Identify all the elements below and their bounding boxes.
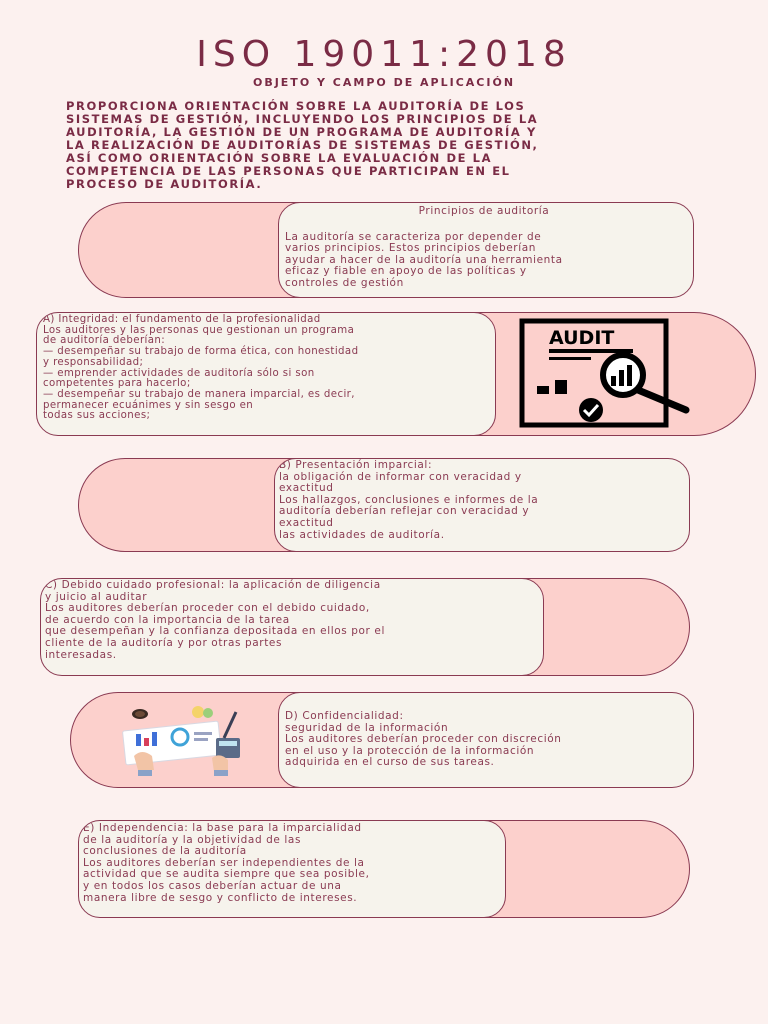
cuidado-line: de acuerdo con la importancia de la tarea bbox=[45, 613, 290, 626]
intro-line: LA REALIZACIÓN DE AUDITORÍAS DE SISTEMAS DE GESTIÓN, bbox=[66, 138, 539, 152]
presentacion-line: las actividades de auditoría. bbox=[279, 528, 445, 541]
cuidado-line: interesadas. bbox=[45, 648, 117, 661]
intro-line: ASÍ COMO ORIENTACIÓN SOBRE LA EVALUACIÓN DE LA bbox=[66, 151, 493, 165]
intro-line: SISTEMAS DE GESTIÓN, INCLUYENDO LOS PRINCIPIOS DE LA bbox=[66, 112, 539, 126]
presentacion-line: la obligación de informar con veracidad y bbox=[279, 470, 522, 483]
cuidado-line: Los auditores deberían proceder con el debido cuidado, bbox=[45, 602, 370, 615]
integridad-line: Los auditores y las personas que gestionan un programa bbox=[43, 324, 355, 336]
independencia-line: de la auditoría y la objetividad de las bbox=[83, 833, 302, 846]
intro-paragraph bbox=[66, 100, 706, 191]
confidencialidad-line: seguridad de la información bbox=[285, 721, 449, 734]
principios-heading: Principios de auditoría bbox=[418, 205, 550, 217]
confidencialidad-line: D) Confidencialidad: bbox=[285, 710, 404, 722]
intro-line: COMPETENCIA DE LAS PERSONAS QUE PARTICIPAN EN EL bbox=[66, 164, 511, 178]
integridad-line: permanecer ecuánimes y sin sesgo en bbox=[43, 399, 254, 411]
integridad-line: competentes para hacerlo; bbox=[43, 378, 191, 390]
audit-icon-label: AUDIT bbox=[549, 327, 615, 349]
principios-line: ayudar a hacer de la auditoría una herramienta bbox=[285, 253, 563, 266]
principios-line: La auditoría se caracteriza por depender de bbox=[285, 230, 542, 243]
presentacion-line: B) Presentación imparcial: bbox=[279, 459, 433, 471]
intro-line: AUDITORÍA, LA GESTIÓN DE UN PROGRAMA DE AUDITORÍA Y bbox=[66, 125, 537, 139]
integridad-line: todas sus acciones; bbox=[43, 410, 151, 422]
integridad-line: — emprender actividades de auditoría sólo si son bbox=[43, 367, 315, 379]
principios-card bbox=[278, 202, 694, 298]
intro-line: PROCESO DE AUDITORÍA. bbox=[66, 177, 263, 191]
integridad-card bbox=[36, 312, 496, 436]
principios-line: varios principios. Estos principios deberían bbox=[285, 242, 536, 255]
cuidado-line: cliente de la auditoría y por otras partes bbox=[45, 636, 283, 649]
cuidado-line: C) Debido cuidado profesional: la aplicación de diligencia bbox=[45, 579, 381, 591]
independencia-line: actividad que se audita siempre que sea posible, bbox=[83, 868, 370, 881]
integridad-line: — desempeñar su trabajo de forma ética, con honestidad bbox=[43, 346, 359, 358]
integridad-line: — desempeñar su trabajo de manera imparcial, es decir, bbox=[43, 388, 355, 400]
integridad-line: y responsabilidad; bbox=[43, 356, 144, 368]
independencia-line: Los auditores deberían ser independientes de la bbox=[83, 856, 365, 869]
presentacion-line: exactitud bbox=[279, 516, 334, 529]
audit-icon bbox=[519, 318, 691, 428]
presentacion-line: Los hallazgos, conclusiones e informes de la bbox=[279, 493, 539, 506]
cuidado-line: y juicio al auditar bbox=[45, 590, 148, 603]
intro-line: PROPORCIONA ORIENTACIÓN SOBRE LA AUDITORÍA DE LOS bbox=[66, 99, 526, 113]
presentacion-card bbox=[274, 458, 690, 552]
independencia-line: y en todos los casos deberían actuar de una bbox=[83, 879, 342, 892]
report-illustration bbox=[120, 704, 250, 780]
confidencialidad-line: en el uso y la protección de la información bbox=[285, 744, 535, 757]
principios-line: eficaz y fiable en apoyo de las políticas y bbox=[285, 265, 527, 278]
principios-line: controles de gestión bbox=[285, 276, 404, 289]
page-title: ISO 19011:2018 bbox=[196, 34, 572, 75]
independencia-line: manera libre de sesgo y conflicto de intereses. bbox=[83, 891, 358, 904]
integridad-line: A) Integridad: el fundamento de la profesionalidad bbox=[43, 314, 321, 325]
confidencialidad-line: adquirida en el curso de sus tareas. bbox=[285, 756, 495, 769]
integridad-line: de auditoría deberían: bbox=[43, 335, 166, 347]
independencia-card bbox=[78, 820, 506, 918]
confidencialidad-card bbox=[278, 692, 694, 788]
cuidado-card bbox=[40, 578, 544, 676]
independencia-line: E) Independencia: la base para la imparcialidad bbox=[83, 822, 362, 834]
confidencialidad-line: Los auditores deberían proceder con discreción bbox=[285, 733, 562, 746]
independencia-line: conclusiones de la auditoría bbox=[83, 845, 247, 858]
page-subtitle: OBJETO Y CAMPO DE APLICACIÓN bbox=[252, 76, 516, 89]
cuidado-line: que desempeñan y la confianza depositada en ellos por el bbox=[45, 625, 385, 638]
presentacion-line: exactitud bbox=[279, 482, 334, 495]
presentacion-line: auditoría deberían reflejar con veracidad y bbox=[279, 505, 530, 518]
